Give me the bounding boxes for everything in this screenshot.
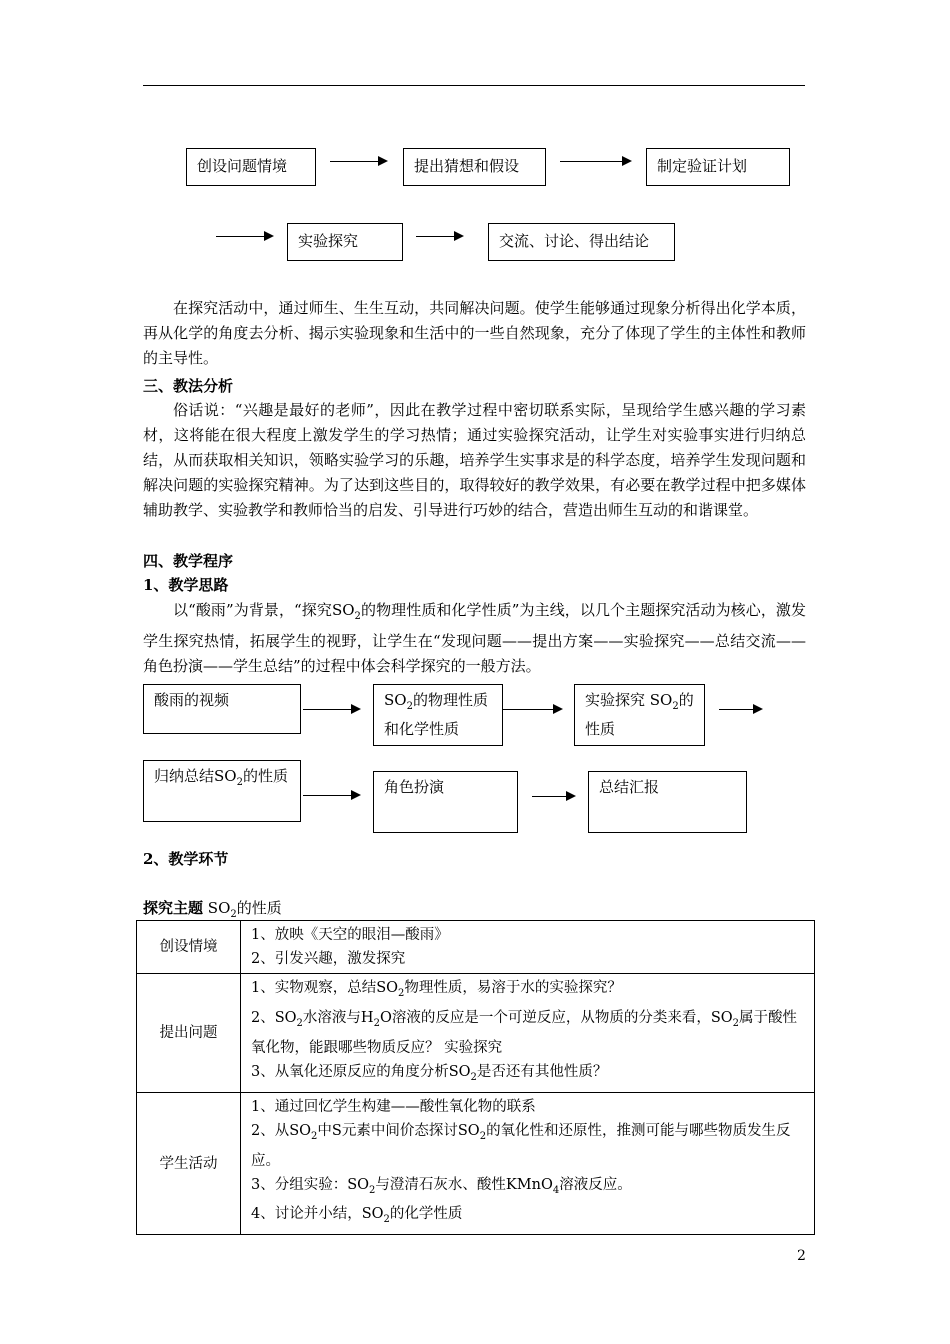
row3-line4 bbox=[251, 1202, 804, 1232]
flow1-step-1-label: 创设问题情境 bbox=[197, 157, 288, 175]
flow1-arrow-2 bbox=[560, 161, 630, 162]
flow2-box-3-label-b: 的性质 bbox=[585, 691, 694, 738]
flow2-box-acid-rain-video bbox=[143, 684, 301, 734]
flow1-step-4-label: 实验探究 bbox=[298, 232, 359, 250]
text: 4、讨论并小结，SO bbox=[251, 1206, 384, 1223]
text: 属于酸性氧化物，能跟哪些物质反应？ 实验探究 bbox=[251, 1009, 798, 1056]
table-row bbox=[137, 921, 815, 974]
row2-line2 bbox=[251, 1006, 804, 1060]
text: 溶液反应。 bbox=[559, 1176, 632, 1193]
row1-line2: 2、引发兴趣，激发探究 bbox=[251, 951, 406, 967]
subscript: 2 bbox=[672, 701, 679, 712]
subscript: 2 bbox=[296, 1017, 303, 1029]
subscript: 2 bbox=[369, 1184, 376, 1196]
table-caption-b: 的性质 bbox=[236, 899, 282, 917]
flow1-step-3-label: 制定验证计划 bbox=[657, 157, 748, 175]
flow1-arrow-4 bbox=[416, 236, 462, 237]
text: 的化学性质 bbox=[389, 1206, 463, 1223]
table-caption-a: SO bbox=[207, 899, 231, 917]
flow2-arrow-4 bbox=[303, 795, 359, 796]
flow2-box-2-label-a: SO bbox=[384, 691, 407, 709]
row-content bbox=[241, 1092, 815, 1235]
row2-line1 bbox=[251, 976, 804, 1006]
flow2-box-report bbox=[588, 771, 747, 833]
table-caption-bold: 探究主题 bbox=[143, 899, 204, 917]
flow1-arrow-1 bbox=[330, 161, 386, 162]
text: 2、SO bbox=[251, 1009, 297, 1026]
text: 水溶液与H bbox=[302, 1009, 374, 1026]
row-label: 提出问题 bbox=[137, 974, 241, 1093]
flow1-step-5 bbox=[488, 223, 675, 261]
subscript: 4 bbox=[552, 1184, 560, 1196]
text: 的氧化性和还原性，推测可能与哪些物质发生反应。 bbox=[251, 1122, 791, 1169]
flow1-step-2-label: 提出猜想和假设 bbox=[414, 157, 520, 175]
flow1-step-1 bbox=[186, 148, 316, 186]
flow2-arrow-3 bbox=[719, 709, 761, 710]
section4-sub2-heading: 2、教学环节 bbox=[143, 850, 229, 868]
section3-text: 俗话说：“兴趣是最好的老师”，因此在教学过程中密切联系实际，呈现给学生感兴趣的学习素材，这将能在很大程度上激发学生的学习热情；通过实验探究活动，让学生对实验事实进行归纳总结，从而获取相关知识，领略实验学习的乐趣，培养学生实事求是的科学态度，培养学生发现问题和解决问题的实验探究精神。为了达到这些目的，取得较好的教学效果，有必要在教学过程中把多媒体辅助教学、实验教学和教师恰当的启发、引导进行巧妙的结合，营造出师生互动的和谐课堂。 bbox=[143, 401, 806, 519]
topic-table bbox=[136, 920, 815, 1235]
flow1-arrow-3 bbox=[216, 236, 272, 237]
section3-heading: 三、教法分析 bbox=[143, 377, 234, 395]
text: 3、分组实验：SO bbox=[251, 1176, 370, 1193]
sub1-text-part1: 以“酸雨”为背景，“探究SO bbox=[173, 601, 355, 619]
flow2-box-role-play bbox=[373, 771, 518, 833]
subscript: 2 bbox=[354, 611, 361, 622]
paragraph-inquiry: 在探究活动中，通过师生、生生互动，共同解决问题。使学生能够通过现象分析得出化学本质，再从化学的角度去分析、揭示实验现象和生活中的一些自然现象，充分了体现了学生的主体性和教师的主导性。 bbox=[143, 299, 806, 367]
subscript: 2 bbox=[479, 1130, 487, 1142]
subscript: 2 bbox=[470, 1071, 477, 1083]
row-content bbox=[241, 921, 815, 974]
subscript: 2 bbox=[398, 987, 405, 999]
text: 中S元素中间价态探讨SO bbox=[317, 1122, 480, 1139]
row3-line2 bbox=[251, 1119, 804, 1173]
section4-sub1-text bbox=[143, 598, 806, 679]
section4-heading: 四、教学程序 bbox=[143, 552, 234, 570]
flow1-step-5-label: 交流、讨论、得出结论 bbox=[499, 232, 650, 250]
subscript: 2 bbox=[383, 1214, 390, 1226]
flow1-step-2 bbox=[403, 148, 546, 186]
flow1-step-3 bbox=[646, 148, 790, 186]
row1-line1: 1、放映《天空的眼泪—酸雨》 bbox=[251, 927, 449, 943]
row-label: 学生活动 bbox=[137, 1092, 241, 1235]
flow2-arrow-2 bbox=[503, 709, 561, 710]
section4-sub1-heading: 1、教学思路 bbox=[143, 576, 229, 594]
flow2-box-experiment bbox=[574, 684, 705, 746]
subscript: 2 bbox=[732, 1017, 740, 1029]
subscript: 2 bbox=[236, 777, 243, 788]
row-label: 创设情境 bbox=[137, 921, 241, 974]
text: 3、从氧化还原反应的角度分析SO bbox=[251, 1063, 471, 1080]
flow2-box-4-label-b: 的性质 bbox=[242, 767, 288, 785]
flow2-box-1-label: 酸雨的视频 bbox=[154, 691, 230, 709]
text: O溶液的反应是一个可逆反应，从物质的分类来看，SO bbox=[379, 1009, 733, 1026]
page-number: 2 bbox=[797, 1248, 806, 1264]
flow2-box-so2-properties bbox=[373, 684, 503, 746]
header-rule bbox=[143, 85, 805, 86]
flow1-step-4 bbox=[287, 223, 403, 261]
flow2-box-2-label-b: 的物理性质和化学性质 bbox=[384, 691, 488, 738]
table-row bbox=[137, 974, 815, 1093]
text: 与澄清石灰水、酸性KMnO bbox=[375, 1176, 553, 1193]
flow2-arrow-5 bbox=[532, 796, 574, 797]
table-row bbox=[137, 1092, 815, 1235]
row3-line1: 1、通过回忆学生构建——酸性氧化物的联系 bbox=[251, 1098, 536, 1115]
flow2-box-4-label-a: 归纳总结SO bbox=[154, 767, 237, 785]
text: 2、从SO bbox=[251, 1122, 312, 1139]
text: 物理性质，易溶于水的实验探究？ bbox=[404, 980, 622, 996]
flow2-box-summary bbox=[143, 760, 301, 822]
subscript: 2 bbox=[373, 1017, 380, 1029]
subscript: 2 bbox=[406, 701, 413, 712]
subscript: 2 bbox=[230, 909, 237, 920]
row2-line3 bbox=[251, 1060, 804, 1090]
flow2-box-3-label-a: 实验探究 SO bbox=[585, 691, 673, 709]
row-content bbox=[241, 974, 815, 1093]
flow2-box-5-label: 角色扮演 bbox=[384, 778, 445, 796]
row3-line3 bbox=[251, 1173, 804, 1203]
text: 1、实物观察，总结SO bbox=[251, 980, 399, 996]
sub1-text-part2: 的物理性质和化学性质”为主线，以几个主题探究活动为核心，激发学生探究热情，拓展学生的视野，让学生在“发现问题——提出方案——实验探究——总结交流——角色扮演——学生总结”的过程中体会科学探究的一般方法。 bbox=[143, 601, 806, 675]
flow2-arrow-1 bbox=[303, 709, 359, 710]
text: 是否还有其他性质？ bbox=[476, 1063, 608, 1080]
subscript: 2 bbox=[311, 1130, 318, 1142]
flow2-box-6-label: 总结汇报 bbox=[599, 778, 660, 796]
